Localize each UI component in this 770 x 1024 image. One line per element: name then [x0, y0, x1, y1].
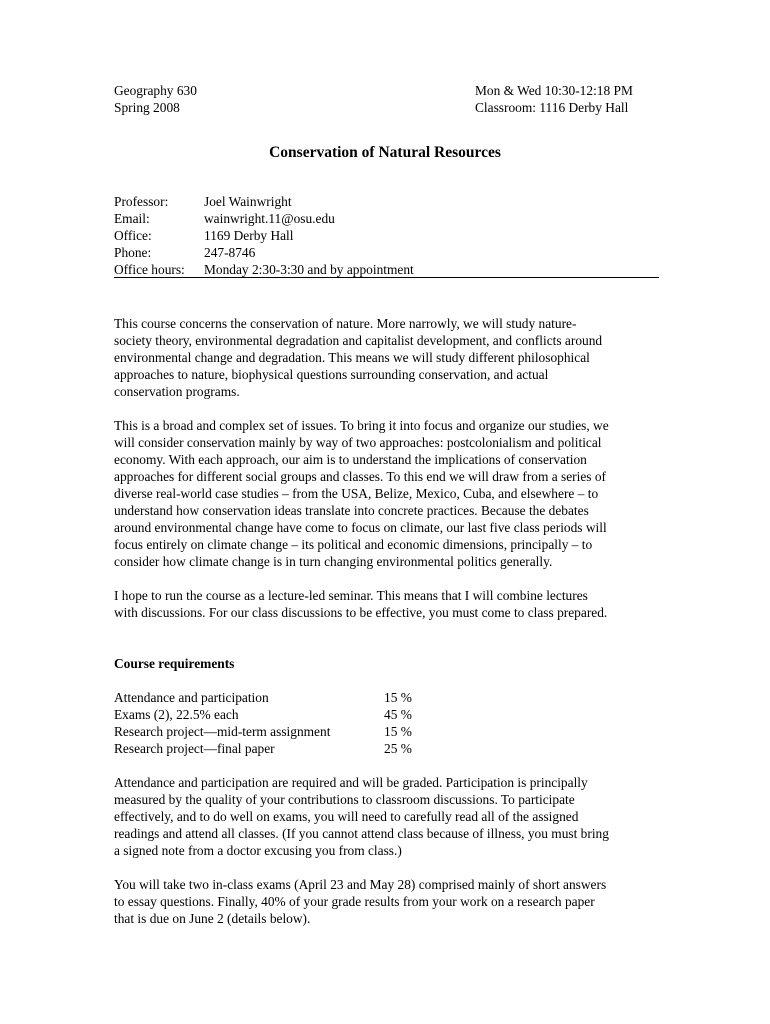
paragraph-exams — [114, 876, 664, 927]
contact-label: Professor: — [114, 194, 169, 209]
contact-value: 247-8746 — [204, 245, 256, 260]
text-line: This is a broad and complex set of issues. To bring it into focus and organize our studies, we — [114, 418, 609, 433]
contact-label: Email: — [114, 211, 150, 226]
course-term: Spring 2008 — [114, 100, 180, 115]
contact-label: Phone: — [114, 245, 152, 260]
requirement-weight: 15 % — [384, 724, 412, 739]
contact-row-office — [114, 227, 659, 244]
text-line: conservation programs. — [114, 384, 240, 399]
text-line: that is due on June 2 (details below). — [114, 911, 311, 926]
contact-block — [114, 193, 659, 278]
requirements-heading: Course requirements — [114, 656, 235, 671]
divider — [114, 277, 659, 278]
contact-label: Office hours: — [114, 262, 185, 277]
text-line: understand how conservation ideas translate into concrete practices. Because the debates — [114, 503, 589, 518]
text-line: readings and attend all classes. (If you cannot attend class because of illness, you must bring — [114, 826, 609, 841]
contact-row-professor — [114, 193, 659, 210]
contact-value: Monday 2:30-3:30 and by appointment — [204, 262, 414, 277]
text-line: with discussions. For our class discussions to be effective, you must come to class prepared. — [114, 605, 608, 620]
email-link[interactable]: wainwright.11@osu.edu — [204, 211, 335, 226]
requirement-item: Attendance and participation — [114, 690, 269, 705]
requirement-weight: 45 % — [384, 707, 412, 722]
requirements-table — [114, 689, 664, 757]
requirement-item: Research project—mid-term assignment — [114, 724, 331, 739]
text-line: I hope to run the course as a lecture-led seminar. This means that I will combine lectures — [114, 588, 588, 603]
text-line: society theory, environmental degradation and capitalist development, and conflicts around — [114, 333, 603, 348]
requirement-row — [114, 706, 664, 723]
requirement-row — [114, 723, 664, 740]
text-line: a signed note from a doctor excusing you from class.) — [114, 843, 402, 858]
paragraph-approaches — [114, 417, 664, 570]
paragraph-seminar-format — [114, 587, 664, 621]
class-schedule: Mon & Wed 10:30-12:18 PM — [475, 83, 633, 98]
contact-label: Office: — [114, 228, 152, 243]
course-code: Geography 630 — [114, 83, 197, 98]
requirement-row — [114, 689, 664, 706]
text-line: approaches for different social groups and classes. To this end we will draw from a series of — [114, 469, 607, 484]
text-line: focus entirely on climate change – its political and economic dimensions, principally – to — [114, 537, 593, 552]
requirement-row — [114, 740, 664, 757]
text-line: diverse real-world case studies – from the USA, Belize, Mexico, Cuba, and elsewhere – to — [114, 486, 599, 501]
contact-value: 1169 Derby Hall — [204, 228, 294, 243]
requirement-item: Research project—final paper — [114, 741, 275, 756]
text-line: will consider conservation mainly by way of two approaches: postcolonialism and political — [114, 435, 602, 450]
schedule-info — [475, 82, 633, 116]
text-line: You will take two in-class exams (April 23 and May 28) comprised mainly of short answers — [114, 877, 607, 892]
course-info — [114, 82, 197, 116]
text-line: environmental change and degradation. This means we will study different philosophical — [114, 350, 590, 365]
text-line: This course concerns the conservation of nature. More narrowly, we will study nature- — [114, 316, 577, 331]
requirement-weight: 25 % — [384, 741, 412, 756]
contact-row-phone — [114, 244, 659, 261]
text-line: consider how climate change is in turn changing environmental politics generally. — [114, 554, 553, 569]
paragraph-attendance — [114, 774, 664, 859]
text-line: Attendance and participation are required and will be graded. Participation is principally — [114, 775, 588, 790]
syllabus-body — [114, 315, 664, 944]
requirement-weight: 15 % — [384, 690, 412, 705]
requirement-item: Exams (2), 22.5% each — [114, 707, 239, 722]
contact-row-email — [114, 210, 659, 227]
text-line: effectively, and to do well on exams, you will need to carefully read all of the assigned — [114, 809, 579, 824]
text-line: measured by the quality of your contributions to classroom discussions. To participate — [114, 792, 575, 807]
contact-row-office-hours — [114, 261, 659, 278]
text-line: economy. With each approach, our aim is to understand the implications of conservation — [114, 452, 587, 467]
paragraph-course-description — [114, 315, 664, 400]
contact-value: Joel Wainwright — [204, 194, 292, 209]
classroom: Classroom: 1116 Derby Hall — [475, 100, 629, 115]
text-line: to essay questions. Finally, 40% of your grade results from your work on a research paper — [114, 894, 595, 909]
text-line: approaches to nature, biophysical questions surrounding conservation, and actual — [114, 367, 549, 382]
text-line: around environmental change have come to focus on climate, our last five class periods will — [114, 520, 607, 535]
page-title: Conservation of Natural Resources — [269, 144, 501, 161]
